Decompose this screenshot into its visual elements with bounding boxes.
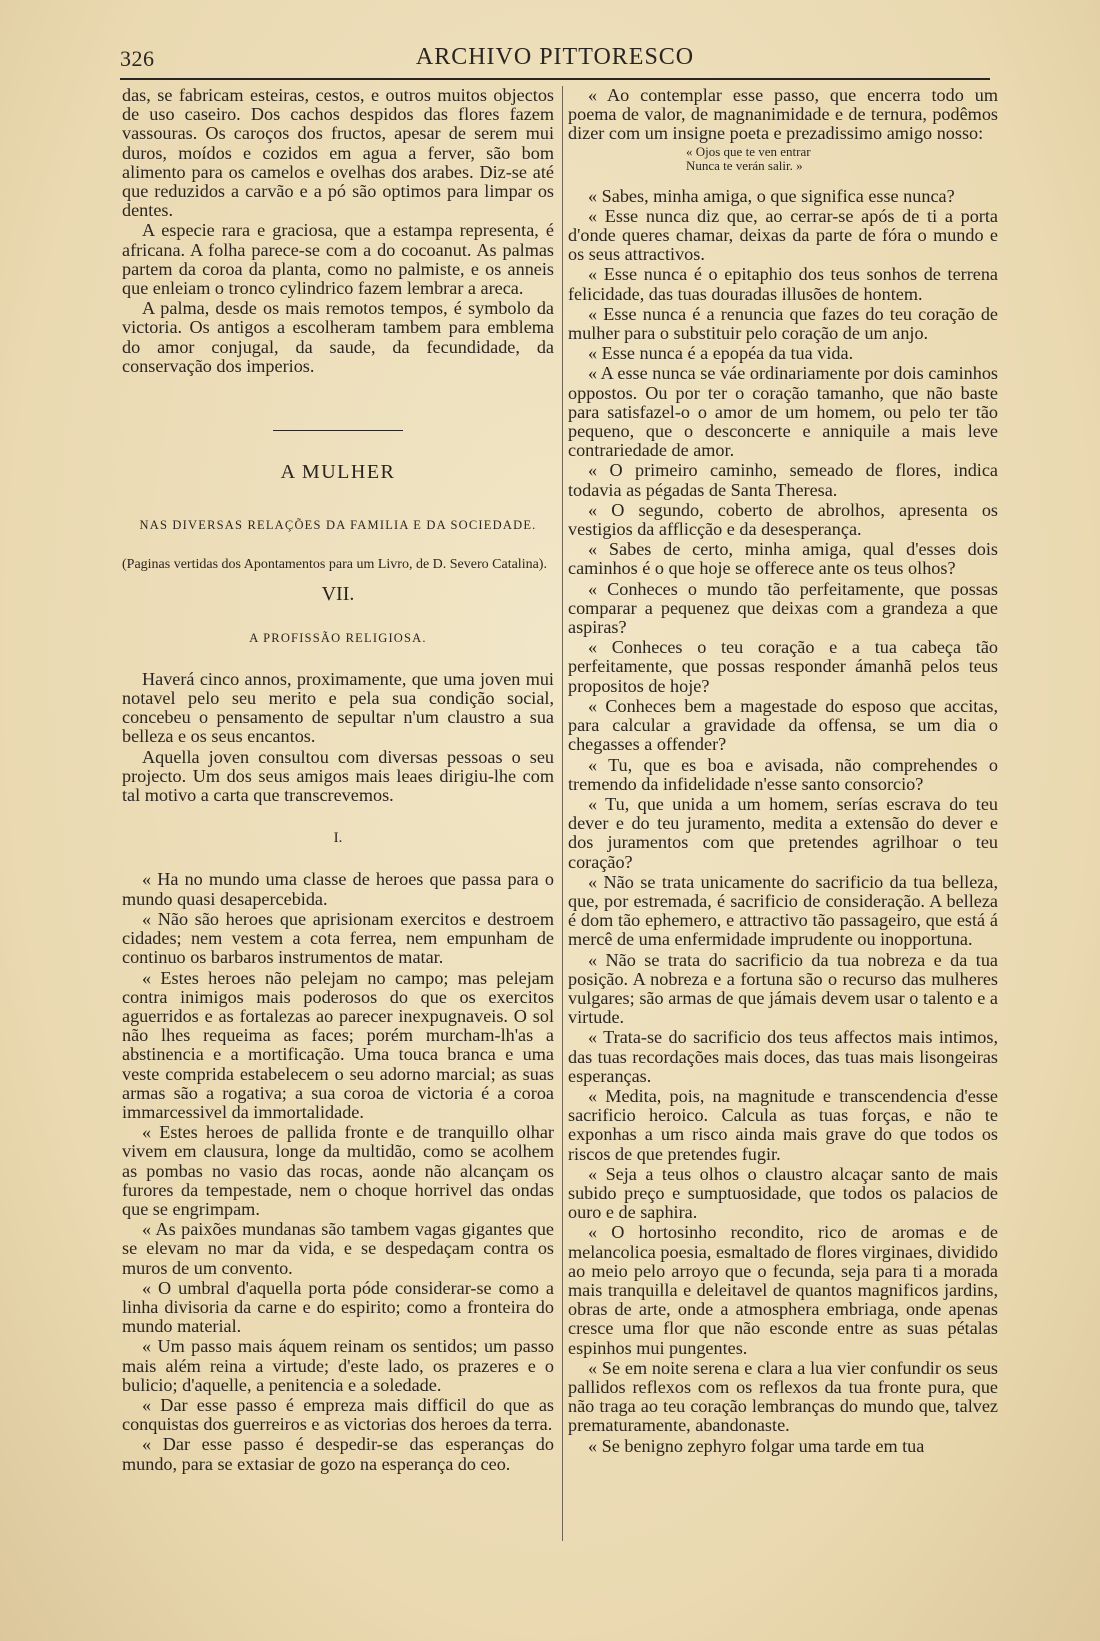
page-number: 326 [120,46,155,71]
paragraph: « Não são heroes que aprisionam exercitos e destroem cidades; nem vestem a cota ferrea, nem empunham de continuo os barbaros instrumentos de matar. [122,908,554,968]
verse-line: Nunca te verán salir. » [686,157,803,173]
paragraph: Haverá cinco annos, proximamente, que uma joven mui notavel pelo seu merito e pela sua condição social, concebeu o pensamento de sepultar n'um claustro a sua belleza e os seus encantos. [122,668,554,747]
paragraph: « O hortosinho recondito, rico de aromas e de melancolica poesia, esmaltado de flores virginaes, dividido ao meio pelo arroyo que o fecunda, seja para ti a morada mais tranquilla e deleitavel de quantos magnificos jardins, obras de arte, onde a atmosphera embriaga, onde apenas cresce uma flor que não esconde entre as suas pétalas espinhos mui pungentes. [568,1222,998,1358]
paragraph: « Se benigno zephyro folgar uma tarde em tua [588,1435,925,1456]
section-divider [273,430,403,431]
paragraph: « As paixões mundanas são tambem vagas gigantes que se elevam no mar da vida, e se despedaçam contra os muros de um convento. [122,1219,554,1278]
paragraph: « Não se trata do sacrificio da tua nobreza e da tua posição. A nobreza e a fortuna são o recurso das mulheres vulgares; são armas de que jámais devem usar o talento e a virtude. [568,949,998,1028]
paragraph: « Seja a teus olhos o claustro alcaçar santo de mais subido preço e sumptuosidade, que todos os palacios de ouro e de saphira. [568,1163,998,1223]
paragraph: « Ha no mundo uma classe de heroes que passa para o mundo quasi desapercebida. [122,869,554,909]
paragraph: « Esse nunca diz que, ao cerrar-se após de ti a porta d'onde queres chamar, deixas da parte de fóra o mundo e os seus attractivos. [568,205,998,265]
chapter-number: VII. [321,583,355,606]
paragraph: « A esse nunca se váe ordinariamente por dois caminhos oppostos. Ou por ter o coração tamanho, que não baste para satisfazel-o o amor de um homem, ou pelo ter tão pequeno, que o desconcerte e anniquile a mais leve contrariedade de amor. [568,363,998,461]
paragraph: A palma, desde os mais remotos tempos, é symbolo da victoria. Os antigos a escolheram tambem para emblema do amor conjugal, da saude, da fecundidade, da conservação dos imperios. [122,298,554,376]
paragraph: « Esse nunca é a epopéa da tua vida. [588,343,854,364]
section-subtitle: NAS DIVERSAS RELAÇÕES DA FAMILIA E DA SOCIEDADE. [139,518,537,533]
paragraph: « Esse nunca é a renuncia que fazes do teu coração de mulher para o substituir pelo coração de um anjo. [568,303,998,344]
paragraph: « Medita, pois, na magnitude e transcendencia d'esse sacrificio heroico. Calcula as tuas forças, e não te exponhas a um risco ainda mais grave do que todos os riscos de que pretendes fugir. [568,1085,998,1164]
paragraph: « Tu, que unida a um homem, serías escrava do teu dever e do teu juramento, medita a extensão do dever e dos juramentos com que pretendes agrilhoar o teu coração? [568,793,998,872]
paragraph: « Dar esse passo é despedir-se das esperanças do mundo, para se extasiar de gozo na esperança do ceo. [122,1434,554,1474]
verse-line: « Ojos que te ven entrar [686,143,811,159]
paragraph: « Conheces bem a magestade do esposo que accitas, para calcular a gravidade da offensa, se um dia o chegasses a offender? [568,695,998,755]
page-header [120,44,990,80]
paragraph: « Esse nunca é o epitaphio dos teus sonhos de terrena felicidade, das tuas douradas illusões de hontem. [568,264,998,304]
paragraph: « O primeiro caminho, semeado de flores, indica todavia as pégadas de Santa Theresa. [568,460,998,500]
paragraph: « Trata-se do sacrificio dos teus affectos mais intimos, das tuas recordações mais doces, das tuas mais lisongeiras esperanças. [568,1027,998,1086]
paragraph: « Conheces o mundo tão perfeitamente, que possas comparar a pequenez que deixas com a grandeza a que aspiras? [568,578,998,638]
paragraph: « Dar esse passo é empreza mais difficil do que as conquistas dos guerreiros e as victorias dos heroes da terra. [122,1394,554,1435]
paragraph: « O umbral d'aquella porta póde considerar-se como a linha divisoria da carne e do espirito; como a fronteira do mundo material. [122,1277,554,1337]
paragraph: das, se fabricam esteiras, cestos, e outros muitos objectos de uso caseiro. Dos cachos despidos das flores fazem vassouras. Os caroços dos fructos, apesar de serem mui duros, moídos e cozidos em agua a ferver, são bom alimento para os camelos e ovelhas dos arabes. Diz-se até que reduzidos a carvão e a pó são optimos para limpar os dentes. [122,85,554,221]
paragraph: « Não se trata unicamente do sacrificio da tua belleza, que, por estremada, é sacrificio de consideração. A belleza é dom tão ephemero, e attractivo tão passageiro, que está á mercê de uma enfermidade imprudente ou inopportuna. [568,871,998,950]
paragraph: A especie rara e graciosa, que a estampa representa, é africana. A folha parece-se com a do cocoanut. As palmas partem da coroa da planta, como no palmiste, e os anneis que enleiam o tronco cylindrico fazem lembrar a areca. [122,220,554,299]
paragraph: « Se em noite serena e clara a lua vier confundir os seus pallidos reflexos com os reflexos da tua fronte pura, que não traga ao teu coração lembranças do mundo que, talvez prematuramente, abandonaste. [568,1357,998,1436]
paragraph: « Sabes de certo, minha amiga, qual d'esses dois caminhos é o que hoje se offerece ante os teus olhos? [568,539,998,579]
paragraph: « Estes heroes de pallida fronte e de tranquillo olhar vivem em clausura, longe da multidão, como se acolhem as pombas no vasio das rocas, aonde não alcançam os furores da tempestade, nem o choque horrivel das ondas que se engrimpam. [122,1122,554,1219]
paragraph: Aquella joven consultou com diversas pessoas o seu projecto. Um dos seus amigos mais leaes dirigiu-lhe com tal motivo a carta que transcrevemos. [122,746,554,806]
journal-title: ARCHIVO PITTORESCO [415,44,695,70]
source-attribution: (Paginas vertidas dos Apontamentos para um Livro, de D. Severo Catalina). [122,557,547,573]
paragraph: « Tu, que es boa e avisada, não comprehendes o tremendo da infidelidade n'esse santo consorcio? [568,754,998,794]
right-column [568,86,998,1457]
chapter-title: A PROFISSÃO RELIGIOSA. [249,630,427,645]
paragraph: « Ao contemplar esse passo, que encerra todo um poema de valor, de magnanimidade e de ternura, podêmos dizer com um insigne poeta e prezadissimo amigo nosso: [568,85,998,144]
section-title: A MULHER [280,461,396,484]
paragraph: « Estes heroes não pelejam no campo; mas pelejam contra inimigos mais poderosos do que os exercitos aguerridos e as fortalezas ao parecer inexpugnaveis. O sol não lhes requeima as faces; porém murcham-lh'as a abstinencia e a mortificação. Uma touca branca e uma veste comprida estabelecem o seu adorno marcial; as suas armas são a rogativa; a sua coroa de victoria é a coroa immarcessivel da immortalidade. [122,967,554,1122]
paragraph: « Sabes, minha amiga, o que significa esse nunca? [588,185,955,206]
column-divider [562,86,563,1541]
part-number: I. [333,830,343,847]
left-column [122,86,554,1475]
verse-quote [568,145,998,173]
paragraph: « Conheces o teu coração e a tua cabeça tão perfeitamente, que possas responder ámanhã pelos teus propositos de hoje? [568,637,998,696]
paragraph: « Um passo mais áquem reinam os sentidos; um passo mais além reina a virtude; d'este lado, os prazeres e o bulicio; d'aquelle, a penitencia e a soledade. [122,1336,554,1395]
paragraph: « O segundo, coberto de abrolhos, apresenta os vestigios da afflicção e da desesperança. [568,499,998,540]
